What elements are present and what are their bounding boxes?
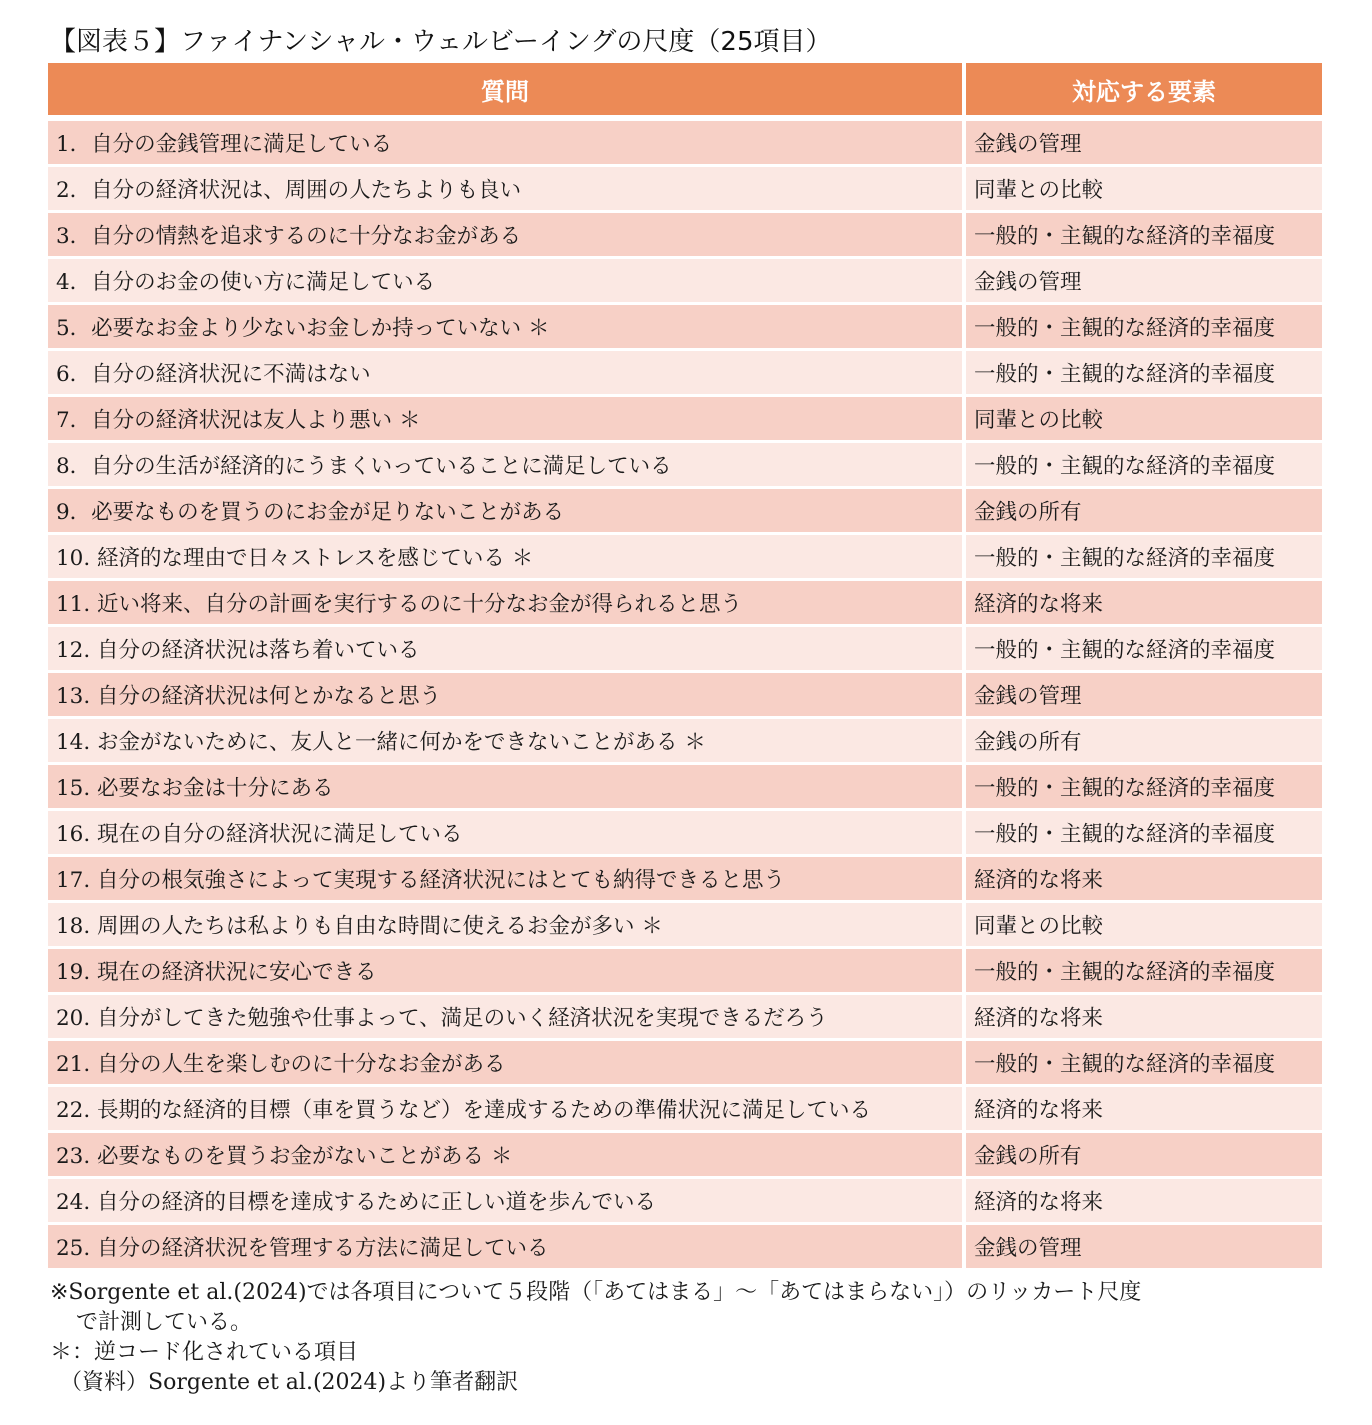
question-cell: 5．必要なお金より少ないお金しか持っていない ＊ [48, 305, 966, 351]
question-cell: 4．自分のお金の使い方に満足している [48, 259, 966, 305]
element-cell: 同輩との比較 [966, 397, 1322, 443]
table-row [48, 1041, 1322, 1087]
table-header-row [48, 63, 1322, 121]
table-row [48, 673, 1322, 719]
table-row [48, 213, 1322, 259]
note-likert-cont: で計測している。 [76, 1310, 253, 1335]
table-body [48, 121, 1322, 1271]
table-row [48, 719, 1322, 765]
element-cell: 一般的・主観的な経済的幸福度 [966, 213, 1322, 259]
question-cell: 1．自分の金銭管理に満足している [48, 121, 966, 167]
table-row [48, 903, 1322, 949]
element-cell: 金銭の管理 [966, 121, 1322, 167]
question-cell: 25. 自分の経済状況を管理する方法に満足している [48, 1225, 966, 1271]
element-cell: 一般的・主観的な経済的幸福度 [966, 765, 1322, 811]
note-likert: ※Sorgente et al.(2024)では各項目について５段階（「あてはまる」～「あてはまらない」）のリッカート尺度 [50, 1280, 1142, 1305]
table-row [48, 121, 1322, 167]
element-cell: 金銭の所有 [966, 719, 1322, 765]
question-cell: 11. 近い将来、自分の計画を実行するのに十分なお金が得られると思う [48, 581, 966, 627]
table-row [48, 1179, 1322, 1225]
element-cell: 一般的・主観的な経済的幸福度 [966, 811, 1322, 857]
element-cell: 同輩との比較 [966, 903, 1322, 949]
element-cell: 経済的な将来 [966, 1179, 1322, 1225]
table-row [48, 995, 1322, 1041]
table-row [48, 627, 1322, 673]
question-cell: 20. 自分がしてきた勉強や仕事よって、満足のいく経済状況を実現できるだろう [48, 995, 966, 1041]
question-cell: 7．自分の経済状況は友人より悪い ＊ [48, 397, 966, 443]
table-row [48, 811, 1322, 857]
table-row [48, 443, 1322, 489]
element-cell: 一般的・主観的な経済的幸福度 [966, 627, 1322, 673]
element-cell: 一般的・主観的な経済的幸福度 [966, 351, 1322, 397]
element-cell: 金銭の管理 [966, 673, 1322, 719]
question-cell: 23. 必要なものを買うお金がないことがある ＊ [48, 1133, 966, 1179]
table-row [48, 1225, 1322, 1271]
element-cell: 金銭の所有 [966, 1133, 1322, 1179]
element-cell: 一般的・主観的な経済的幸福度 [966, 949, 1322, 995]
question-cell: 24. 自分の経済的目標を達成するために正しい道を歩んでいる [48, 1179, 966, 1225]
question-cell: 6．自分の経済状況に不満はない [48, 351, 966, 397]
question-cell: 10. 経済的な理由で日々ストレスを感じている ＊ [48, 535, 966, 581]
question-cell: 22. 長期的な経済的目標（車を買うなど）を達成するための準備状況に満足している [48, 1087, 966, 1133]
question-cell: 16. 現在の自分の経済状況に満足している [48, 811, 966, 857]
table-row [48, 949, 1322, 995]
table-row [48, 397, 1322, 443]
question-cell: 2．自分の経済状況は、周囲の人たちよりも良い [48, 167, 966, 213]
footnotes [50, 1278, 1340, 1398]
note-reverse-code: ＊：逆コード化されている項目 [50, 1340, 359, 1365]
element-cell: 経済的な将来 [966, 995, 1322, 1041]
question-cell: 19. 現在の経済状況に安心できる [48, 949, 966, 995]
question-cell: 14. お金がないために、友人と一緒に何かをできないことがある ＊ [48, 719, 966, 765]
table-row [48, 1087, 1322, 1133]
question-cell: 12. 自分の経済状況は落ち着いている [48, 627, 966, 673]
table-row [48, 305, 1322, 351]
question-cell: 15. 必要なお金は十分にある [48, 765, 966, 811]
question-cell: 8．自分の生活が経済的にうまくいっていることに満足している [48, 443, 966, 489]
figure-title: 【図表５】ファイナンシャル・ウェルビーイングの尺度（25項目） [50, 27, 832, 57]
element-cell: 一般的・主観的な経済的幸福度 [966, 1041, 1322, 1087]
note-source: （資料）Sorgente et al.(2024)より筆者翻訳 [60, 1370, 519, 1395]
element-cell: 一般的・主観的な経済的幸福度 [966, 443, 1322, 489]
element-cell: 一般的・主観的な経済的幸福度 [966, 305, 1322, 351]
element-cell: 金銭の管理 [966, 259, 1322, 305]
table-row [48, 167, 1322, 213]
element-cell: 経済的な将来 [966, 1087, 1322, 1133]
question-cell: 9．必要なものを買うのにお金が足りないことがある [48, 489, 966, 535]
question-cell: 3．自分の情熱を追求するのに十分なお金がある [48, 213, 966, 259]
question-cell: 18. 周囲の人たちは私よりも自由な時間に使えるお金が多い ＊ [48, 903, 966, 949]
header-element: 対応する要素 [966, 63, 1322, 121]
table-row [48, 489, 1322, 535]
scale-table [48, 63, 1322, 1271]
table-row [48, 351, 1322, 397]
element-cell: 金銭の管理 [966, 1225, 1322, 1271]
element-cell: 経済的な将来 [966, 581, 1322, 627]
question-cell: 21. 自分の人生を楽しむのに十分なお金がある [48, 1041, 966, 1087]
table-row [48, 581, 1322, 627]
header-question: 質問 [48, 63, 966, 121]
question-cell: 13. 自分の経済状況は何とかなると思う [48, 673, 966, 719]
table-row [48, 857, 1322, 903]
table-row [48, 765, 1322, 811]
element-cell: 金銭の所有 [966, 489, 1322, 535]
element-cell: 経済的な将来 [966, 857, 1322, 903]
element-cell: 同輩との比較 [966, 167, 1322, 213]
table-row [48, 1133, 1322, 1179]
question-cell: 17. 自分の根気強さによって実現する経済状況にはとても納得できると思う [48, 857, 966, 903]
table-row [48, 259, 1322, 305]
table-row [48, 535, 1322, 581]
element-cell: 一般的・主観的な経済的幸福度 [966, 535, 1322, 581]
